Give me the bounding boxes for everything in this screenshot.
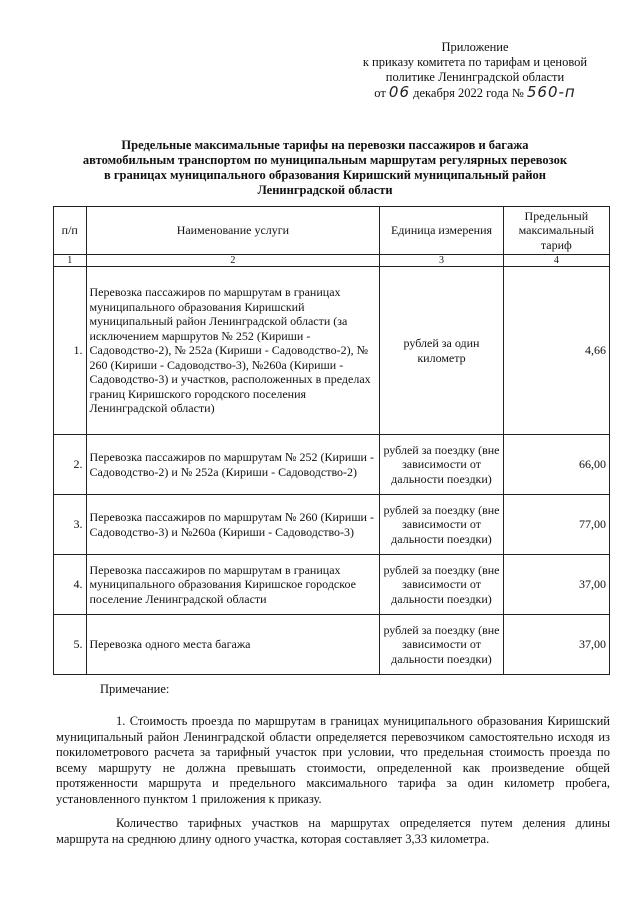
title-line-2: автомобильным транспортом по муниципальным маршрутам регулярных перевозок [82, 153, 568, 167]
appendix-line-2: политике Ленинградской области [385, 70, 565, 84]
tariff-value: 37,00 [503, 615, 609, 675]
column-number: 1 [54, 255, 87, 267]
tariff-value: 66,00 [503, 435, 609, 495]
unit-of-measure: рублей за один километр [380, 267, 503, 435]
appendix-header [330, 40, 620, 101]
row-number: 5. [54, 615, 87, 675]
date-prefix: от [374, 86, 386, 100]
document-title [80, 138, 570, 198]
header-service: Наименование услуги [86, 207, 380, 255]
date-day-handwritten: 06 [388, 83, 411, 101]
tariff-value: 77,00 [503, 495, 609, 555]
date-rest: декабря 2022 года № [413, 86, 524, 100]
header-number: п/п [54, 207, 87, 255]
service-name: Перевозка пассажиров по маршрутам № 252 (Кириши - Садоводство-2) и № 252а (Кириши - Садоводство-2) [86, 435, 380, 495]
header-unit: Единица измерения [380, 207, 503, 255]
column-number: 4 [503, 255, 609, 267]
table-header-row [54, 207, 610, 255]
table-row [54, 267, 610, 435]
row-number: 2. [54, 435, 87, 495]
title-line-4: Ленинградской области [257, 183, 393, 197]
table-row [54, 555, 610, 615]
row-number: 4. [54, 555, 87, 615]
row-number: 1. [54, 267, 87, 435]
service-name: Перевозка пассажиров по маршрутам № 260 (Кириши - Садоводство-3) и №260а (Кириши - Садоводство-3) [86, 495, 380, 555]
header-tariff: Предельный максимальный тариф [503, 207, 609, 255]
table-row [54, 435, 610, 495]
note-paragraph-1: 1. Стоимость проезда по маршрутам в границах муниципального образования Киришский муниципальный район Ленинградской области определяется перевозчиком самостоятельно исходя из покилометрового расчета за тарифный участок при условии, что предельная стоимость проезда по всему маршруту не должна превышать стоимости, определенной как произведение общей протяженности маршрута и предельного максимального тарифа за один километр пробега, установленного пунктом 1 приложения к приказу. [56, 714, 610, 806]
column-number: 2 [86, 255, 380, 267]
table-row [54, 495, 610, 555]
table-row [54, 615, 610, 675]
column-number: 3 [380, 255, 503, 267]
column-number-row [54, 255, 610, 267]
service-name: Перевозка одного места багажа [86, 615, 380, 675]
tariff-value: 37,00 [503, 555, 609, 615]
row-number: 3. [54, 495, 87, 555]
note-paragraph-2: Количество тарифных участков на маршрутах определяется путем деления длины маршрута на среднюю длину одного участка, которая составляет 3,33 километра. [56, 816, 610, 846]
tariff-table [53, 206, 610, 675]
tariff-value: 4,66 [503, 267, 609, 435]
service-name: Перевозка пассажиров по маршрутам в границах муниципального образования Киришское городское поселение Ленинградской области [86, 555, 380, 615]
appendix-date-line [330, 85, 620, 101]
note-heading: Примечание: [100, 682, 170, 696]
title-line-1: Предельные максимальные тарифы на перевозки пассажиров и багажа [121, 138, 529, 152]
title-line-3: в границах муниципального образования Киришский муниципальный район [104, 168, 546, 182]
unit-of-measure: рублей за поездку (вне зависимости от дальности поездки) [380, 615, 503, 675]
appendix-label: Приложение [441, 40, 509, 54]
unit-of-measure: рублей за поездку (вне зависимости от дальности поездки) [380, 555, 503, 615]
unit-of-measure: рублей за поездку (вне зависимости от дальности поездки) [380, 495, 503, 555]
service-name: Перевозка пассажиров по маршрутам в границах муниципального образования Киришский муниципальный район Ленинградской области (за исключением маршрутов № 252 (Кириши - Садоводство-2), № 252а (Кириши - Садоводство-2), № 260 (Кириши - Садоводство-3), №260а (Кириши - Садоводство-3) и участков, расположенных в пределах границ Киришского городского поселения Ленинградской области) [86, 267, 380, 435]
appendix-line-1: к приказу комитета по тарифам и ценовой [362, 55, 588, 69]
order-number-handwritten: 560-п [526, 83, 576, 101]
unit-of-measure: рублей за поездку (вне зависимости от дальности поездки) [380, 435, 503, 495]
